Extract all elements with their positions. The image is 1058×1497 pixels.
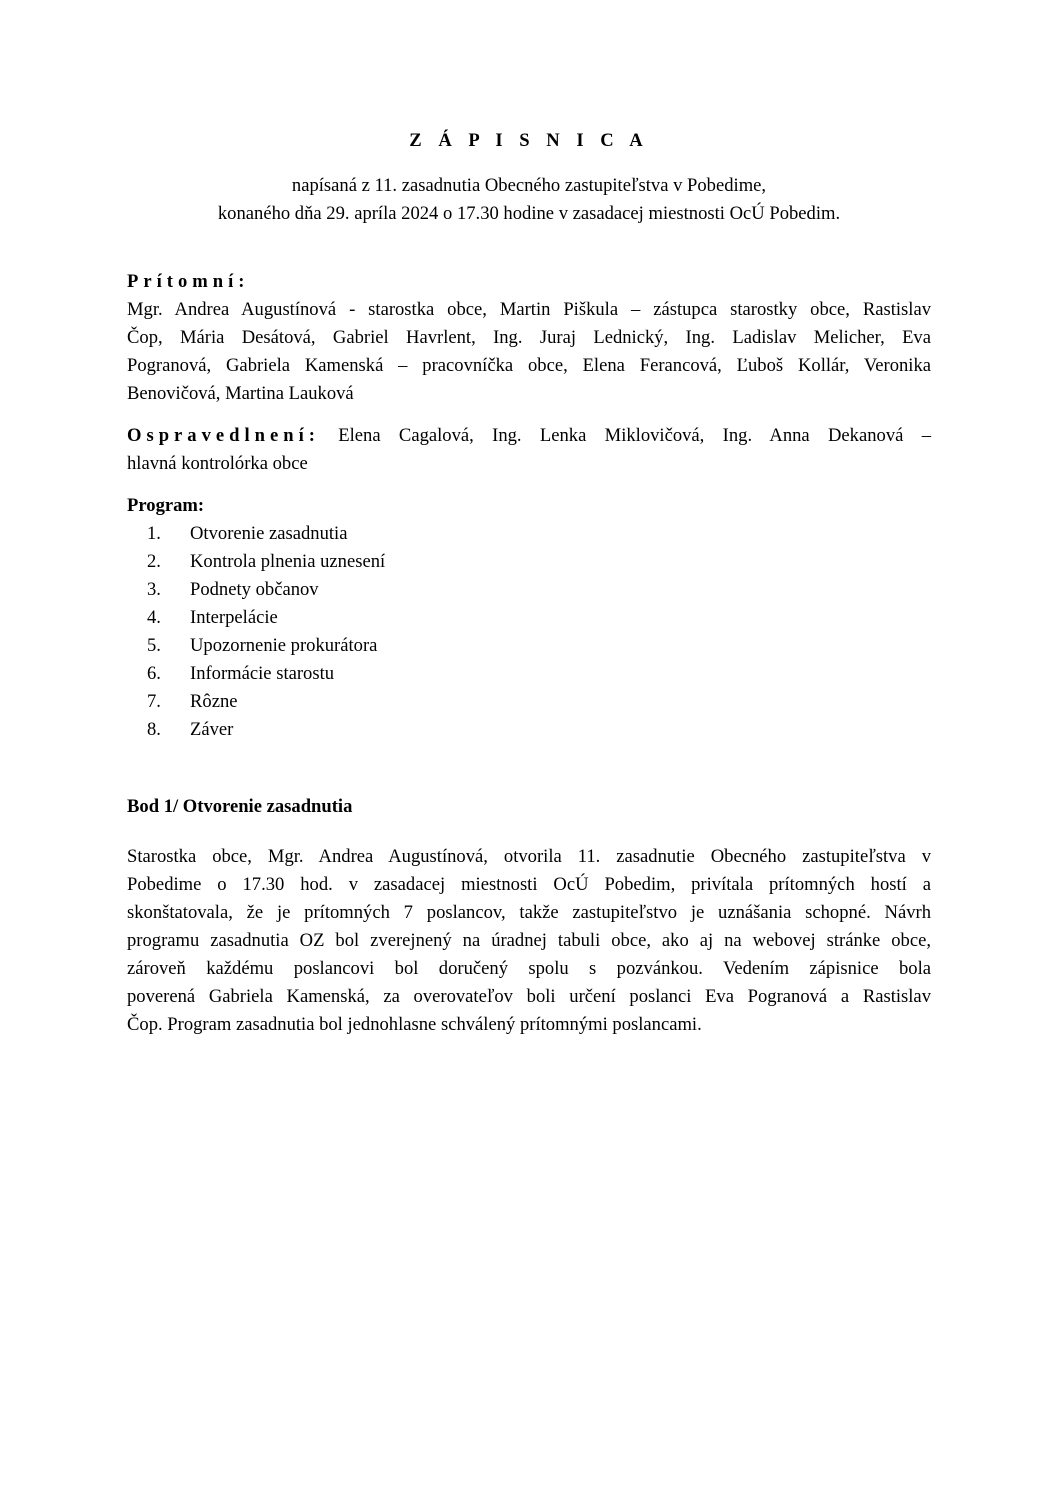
program-item [127,632,931,660]
program-item-number: 2. [147,551,161,572]
excused-line: hlavná kontrolórka obce [127,453,308,474]
program-item [127,576,931,604]
excused-label: Ospravedlnení: [127,425,320,446]
body-line: programu zasadnutia OZ bol zverejnený na úradnej tabuli obce, ako aj na webovej stránke obce, [127,930,931,951]
program-item-text: Záver [190,719,234,740]
program-item-text: Interpelácie [190,607,278,628]
program-item-text: Kontrola plnenia uznesení [190,551,386,572]
document-subtitle [0,172,1058,228]
program-item-text: Podnety občanov [190,579,319,600]
subtitle-line: konaného dňa 29. apríla 2024 o 17.30 hodine v zasadacej miestnosti OcÚ Pobedim. [217,203,841,224]
present-label: Prítomní: [127,271,250,292]
present-line: Mgr. Andrea Augustínová - starostka obce, Martin Piškula – zástupca starostky obce, Rastislav [127,299,931,320]
program-item [127,660,931,688]
program-item-text: Otvorenie zasadnutia [190,523,348,544]
program-item-number: 4. [147,607,161,628]
program-item-text: Informácie starostu [190,663,335,684]
subtitle-line: napísaná z 11. zasadnutia Obecného zastupiteľstva v Pobedime, [291,175,767,196]
present-line: Čop, Mária Desátová, Gabriel Havrlent, Ing. Juraj Lednický, Ing. Ladislav Melicher, Eva [127,327,931,348]
program-item-number: 8. [147,719,161,740]
program-item-number: 7. [147,691,161,712]
program-item [127,688,931,716]
document-title: Z Á P I S N I C A [409,130,649,151]
body-line: zároveň každému poslancovi bol doručený spolu s pozvánkou. Vedením zápisnice bola [127,958,931,979]
body-line: Čop. Program zasadnutia bol jednohlasne schválený prítomnými poslancami. [127,1014,702,1035]
program-label: Program: [127,495,205,516]
body-line: Pobedime o 17.30 hod. v zasadacej miestnosti OcÚ Pobedim, privítala prítomných hostí a [127,874,931,895]
program-list [127,520,931,744]
body-line: Starostka obce, Mgr. Andrea Augustínová, otvorila 11. zasadnutie Obecného zastupiteľstva v [127,846,931,867]
program-item-number: 1. [147,523,161,544]
present-line: Pogranová, Gabriela Kamenská – pracovníčka obce, Elena Ferancová, Ľuboš Kollár, Veronika [127,355,931,376]
present-line: Benovičová, Martina Lauková [127,383,354,404]
program-item-text: Upozornenie prokurátora [190,635,378,656]
program-item [127,520,931,548]
program-item-number: 5. [147,635,161,656]
program-item-number: 6. [147,663,161,684]
program-item [127,548,931,576]
program-item [127,716,931,744]
excused-text: Elena Cagalová, Ing. Lenka Miklovičová, Ing. Anna Dekanová – [338,425,931,446]
program-section [127,492,931,744]
program-item-number: 3. [147,579,161,600]
program-item-text: Rôzne [190,691,238,712]
excused-line [127,422,931,450]
present-section [127,268,931,408]
body-line: skonštatovala, že je prítomných 7 poslancov, takže zastupiteľstvo je uznášania schopné. Návrh [127,902,931,923]
program-item [127,604,931,632]
excused-section [127,422,931,478]
body-line: poverená Gabriela Kamenská, za overovateľov boli určení poslanci Eva Pogranová a Rastislav [127,986,931,1007]
section-heading: Bod 1/ Otvorenie zasadnutia [127,796,353,817]
section-body [127,843,931,1039]
